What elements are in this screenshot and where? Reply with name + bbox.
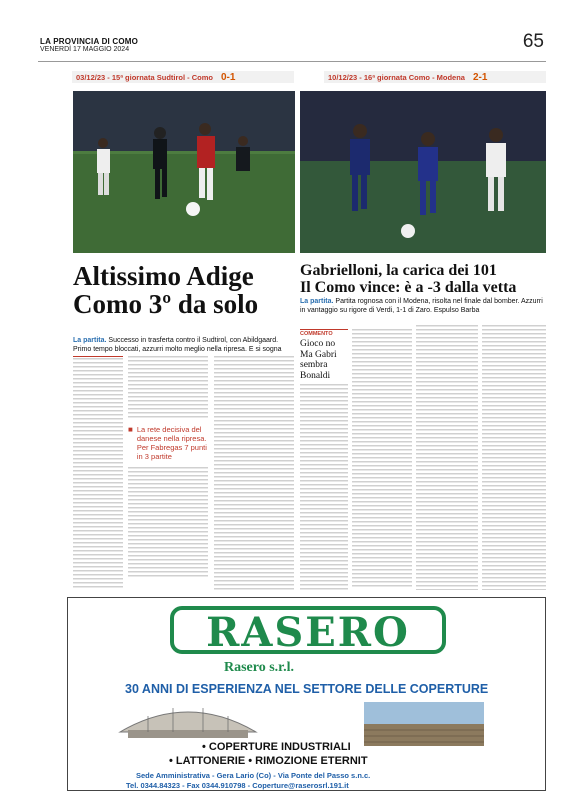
commento-box xyxy=(300,329,348,379)
match-score: 2-1 xyxy=(472,71,488,83)
body-column xyxy=(128,356,208,591)
headline-left xyxy=(73,262,293,318)
pullquote-icon: ■ xyxy=(128,425,133,434)
dateline: VENERDÌ 17 MAGGIO 2024 xyxy=(40,46,130,53)
headline-line: Il Como vince: è a -3 dalla vetta xyxy=(300,279,517,296)
match-photo-left xyxy=(73,91,295,253)
kicker-label: La partita. xyxy=(73,337,107,344)
address: Sede Amministrativa - Gera Lario (Co) - Via Ponte del Passo s.n.c. xyxy=(136,771,371,780)
headline-right xyxy=(300,262,546,296)
service-line: • LATTONERIE • RIMOZIONE ETERNIT xyxy=(169,755,368,767)
page-number: 65 xyxy=(522,31,544,52)
tagline: 30 ANNI DI ESPERIENZA NEL SETTORE DELLE COPERTURE xyxy=(125,682,489,696)
pullquote xyxy=(128,425,208,461)
match-label: 10/12/23 - 16ª giornata Como - Modena xyxy=(328,72,465,82)
kicker-right xyxy=(300,298,546,315)
match-bar-left xyxy=(72,71,294,83)
masthead: LA PROVINCIA DI COMO xyxy=(40,37,139,46)
roof-image xyxy=(364,702,484,746)
service-line: • COPERTURE INDUSTRIALI xyxy=(202,741,351,753)
lineup-box-right xyxy=(352,329,412,589)
body-column xyxy=(214,356,294,591)
headline-line: Como 3º da solo xyxy=(73,289,259,319)
brand-wordmark: RASERO xyxy=(206,609,410,656)
commento-label: COMMENTO xyxy=(300,329,348,337)
match-label: 03/12/23 - 15ª giornata Sudtirol - Como xyxy=(76,72,213,82)
kicker-left xyxy=(73,337,295,354)
pullquote-text: La rete decisiva del danese nella ripresa. Per Fabregas 7 punti in 3 partite xyxy=(136,425,207,461)
header-rule xyxy=(38,61,546,62)
contacts: Tel. 0344.84323 - Fax 0344.910798 - Coperture@raserosrl.191.it xyxy=(126,781,349,790)
kicker-text: Successo in trasferta contro il Sudtirol, con Abildgaard. Primo tempo bloccati, azzurri molto meglio nella ripresa. E si sogna xyxy=(73,337,282,353)
body-column xyxy=(300,384,348,590)
company-name: Rasero s.r.l. xyxy=(224,660,294,675)
advertisement xyxy=(67,597,546,791)
match-photo-right xyxy=(300,91,546,253)
kicker-text: Partita rognosa con il Modena, risolta nel finale dal bomber. Azzurri in vantaggio su rigore di Verdi, 1-1 di Zaro. Espulso Barba xyxy=(300,298,543,314)
commento-title: Gioco no Ma Gabri sembra Bonaldi xyxy=(300,339,337,381)
building-image xyxy=(118,698,258,740)
lineup-box-left xyxy=(73,356,123,591)
headline-line: Altissimo Adige xyxy=(73,261,254,291)
body-column xyxy=(416,325,478,590)
match-score: 0-1 xyxy=(220,71,236,83)
body-column xyxy=(482,325,546,590)
kicker-label: La partita. xyxy=(300,298,334,305)
match-bar-right xyxy=(324,71,546,83)
rasero-logo xyxy=(168,600,448,660)
headline-line: Gabrielloni, la carica dei 101 xyxy=(300,262,497,279)
